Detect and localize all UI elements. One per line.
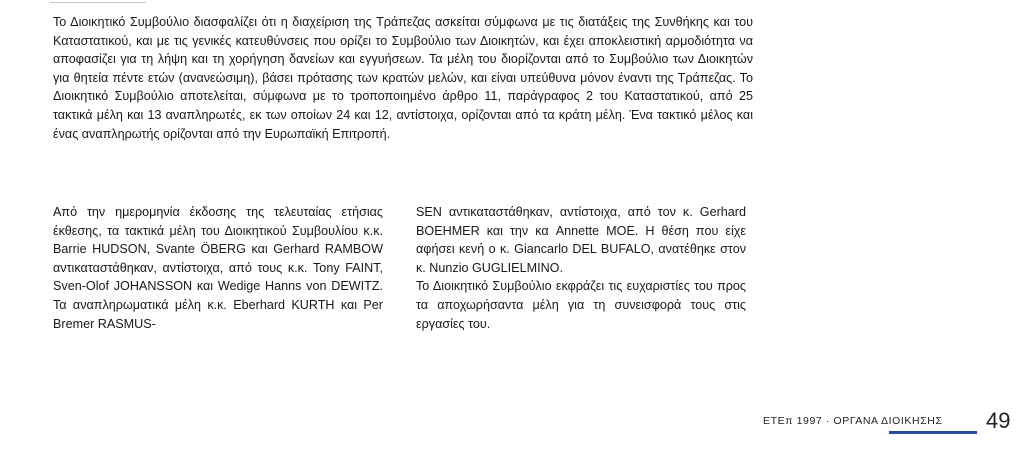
page-footer (760, 405, 1020, 445)
top-rule (50, 2, 146, 3)
footer-section-label: ΕΤΕπ 1997 · ΟΡΓΑΝΑ ΔΙΟΙΚΗΣΗΣ (763, 415, 943, 427)
intro-section (53, 13, 753, 143)
footer-underline (889, 431, 977, 434)
right-column-paragraph-1: SEN αντικαταστάθηκαν, αντίστοιχα, από τον κ. Gerhard BOEHMER και την κα Annette MOE. Η θέση που είχε αφήσει κενή ο κ. Giancarlo DEL BUFALO, ανατέθηκε στον κ. Nunzio GUGLIELMINO. (416, 205, 746, 275)
intro-paragraph: Το Διοικητικό Συμβούλιο διασφαλίζει ότι η διαχείριση της Τράπεζας ασκείται σύμφωνα με τις διατάξεις της Συνθήκης και του Καταστατικού, και με τις γενικές κατευθύνσεις που ορίζει το Συμβούλιο των Διοικητών, και έχει αποκλειστική αρμοδιότητα να αποφασίζει για τη λήψη και τη χορήγηση δανείων και εγγυήσεων. Τα μέλη του διορίζονται από το Συμβούλιο των Διοικητών για θητεία πέντε ετών (ανανεώσιμη), βάσει πρότασης των κρατών μελών, και είναι υπεύθυνα μόνον έναντι της Τράπεζας. Το Διοικητικό Συμβούλιο αποτελείται, σύμφωνα με το τροποποιημένο άρθρο 11, παράγραφος 2 του Καταστατικού, από 25 τακτικά μέλη και 13 αναπληρωτές, εκ των οποίων 24 και 12, αντίστοιχα, ορίζονται από τα κράτη μέλη. Ένα τακτικό μέλος και ένας αναπληρωτής ορίζονται από την Ευρωπαϊκή Επιτροπή. (53, 15, 753, 141)
page-number: 49 (986, 408, 1011, 433)
right-column-paragraph-2: Το Διοικητικό Συμβούλιο εκφράζει τις ευχαριστίες του προς τα αποχωρήσαντα μέλη για τη συνεισφορά τους στις εργασίες του. (416, 279, 746, 331)
right-column (416, 203, 746, 333)
left-column-paragraph: Από την ημερομηνία έκδοσης της τελευταίας ετήσιας έκθεσης, τα τακτικά μέλη του Διοικητικού Συμβουλίου κ.κ. Barrie HUDSON, Svante ÖBERG και Gerhard RAMBOW αντικαταστάθηκαν, αντίστοιχα, από τους κ.κ. Tony FAINT, Sven-Olof JOHANSSON και Wedige Hanns von DEWITZ. Τα αναπληρωματικά μέλη κ.κ. Eberhard KURTH και Per Bremer RASMUS- (53, 205, 383, 331)
left-column (53, 203, 383, 333)
